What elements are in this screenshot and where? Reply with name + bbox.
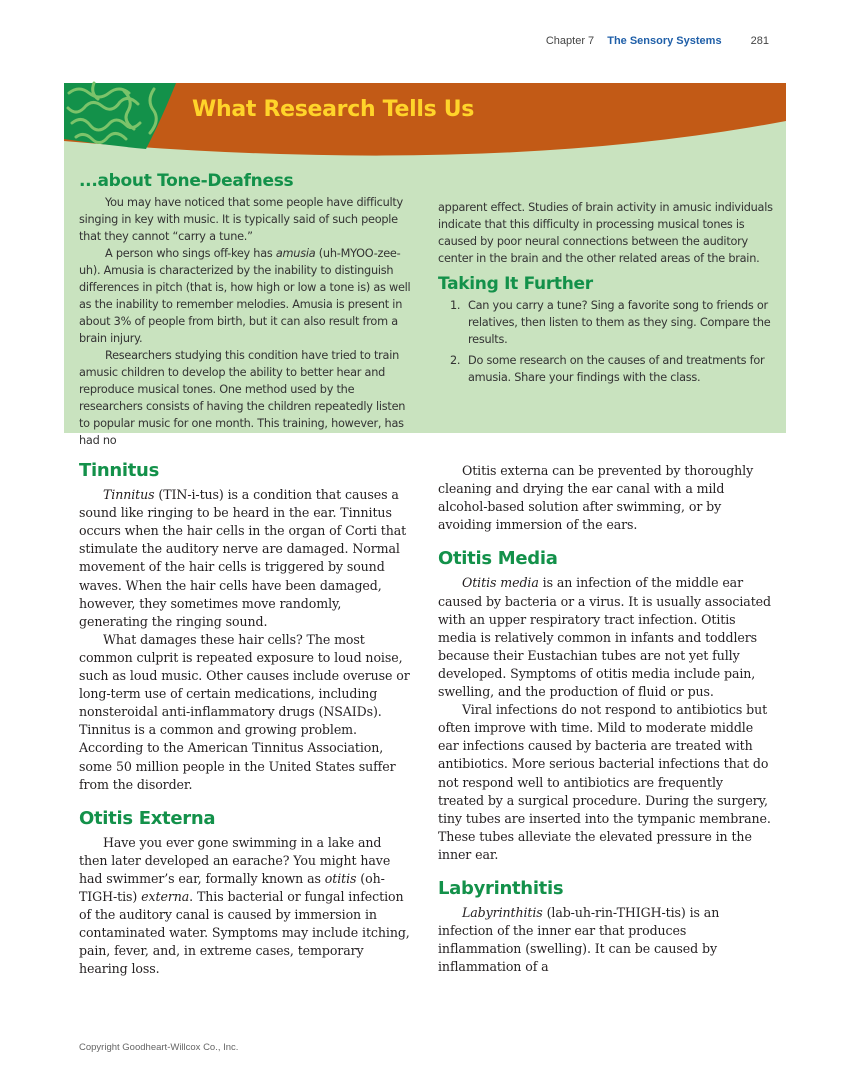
text-run: Viral infections do not respond to antibiotics but often improve with time. Mild to moderate middle ear infections caused by bacteria are treated with antibiotics. More serious bacterial infections that do not respond well to antibiotics are frequently treated by a surgical procedure. During the surgery, tiny tubes are inserted into the tympanic membrane. These tubes alleviate the elevated pressure in the inner ear. [438,702,771,862]
italic-term: otitis [324,870,357,886]
chapter-title: The Sensory Systems [607,35,722,47]
paragraph [438,701,772,864]
feature-right-column [438,199,773,390]
banner-graphic [64,83,786,163]
section-body [438,462,772,534]
text-run: Have you ever gone swimming in a lake and then later developed an earache? You might have had swimmer’s ear, formally known as [79,834,391,886]
paragraph [79,631,413,794]
page-number: 281 [750,35,769,47]
italic-term: amusia [275,247,316,260]
text-run: (uh-MYOO-zee-uh). Amusia is characterized by the inability to distinguish differences in pitch (that is, how high or low a tone is) as well as the inability to remember melodies. Amusia is present in about 3% of people from birth, but it can also result from a brain injury. [79,247,411,345]
text-run: A person who sings off-key has [105,247,276,260]
running-head [546,35,769,47]
item-text: Do some research on the causes of and treatments for amusia. Share your findings with the class. [468,354,765,384]
text-run: (TIN-i-tus) is a condition that causes a sound like ringing to be heard in the ear. Tinnitus occurs when the hair cells in the organ of Corti that stimulate the auditory nerve are damaged. Normal movement of the hair cells is triggered by sound waves. When the hair cells have been damaged, however, they sometimes move randomly, generating the ringing sound. [79,487,407,629]
feature-heading: ...about Tone-Deafness [79,171,294,191]
section-body [79,834,413,979]
text-run: You may have noticed that some people have difficulty singing in key with music. It is typically said of such people that they cannot “carry a tune.” [79,196,403,243]
section-heading-labyrinthitis: Labyrinthitis [438,877,564,899]
paragraph [79,194,414,245]
feature-box [64,83,786,447]
item-text: Can you carry a tune? Sing a favorite song to friends or relatives, then listen to them as they sing. Compare the results. [468,299,771,346]
section-body [79,486,413,794]
paragraph [438,462,772,534]
italic-term: Otitis media [462,575,539,591]
paragraph [438,574,772,701]
right-column [438,462,772,976]
item-number: 1. [450,299,461,312]
section-body [438,574,772,864]
text-run: is an infection of the middle ear caused by bacteria or a virus. It is usually associated with an upper respiratory tract infection. Otitis media is relatively common in infants and toddlers because their Eustachian tubes are not yet fully developed. Symptoms of otitis media include pain, swelling, and the production of fluid or pus. [438,575,771,700]
feature-left-column [79,173,414,449]
text-run: (oh-TIGH-tis) [79,870,385,905]
further-list [438,297,773,386]
paragraph [438,904,772,976]
left-column [79,462,413,979]
further-item [438,352,773,386]
italic-term: Tinnitus [103,487,155,503]
text-run: (lab-uh-rin-THIGH-tis) is an infection of the inner ear that produces inflammation (swelling). It can be caused by inflammation of a [438,905,720,975]
italic-term: externa [141,889,190,905]
copyright-footer: Copyright Goodheart-Willcox Co., Inc. [79,1042,239,1053]
section-heading-otitis-media: Otitis Media [438,548,558,570]
text-run: Otitis externa can be prevented by thoroughly cleaning and drying the ear canal with a mild alcohol-based solution after swimming, or by avoiding immersion of the ears. [438,463,754,533]
paragraph [79,834,413,979]
banner-title: What Research Tells Us [192,97,475,122]
feature-continued-text [438,199,773,267]
text-run: What damages these hair cells? The most common culprit is repeated exposure to loud noise, such as loud music. Other causes include overuse or long-term use of certain medications, including nonsteroidal anti-inflammatory drugs (NSAIDs). Tinnitus is a common and growing problem. According to the American Tinnitus Association, some 50 million people in the United States suffer from the disorder. [79,631,410,792]
paragraph [79,347,414,449]
chapter-label: Chapter 7 [545,35,595,47]
section-heading-tinnitus: Tinnitus [79,460,159,481]
text-run: Researchers studying this condition have tried to train amusic children to develop the ability to better hear and reproduce musical tones. One method used by the researchers consists of having the children repeatedly listen to popular music for one month. This training, however, has had no [79,349,406,447]
further-item [438,297,773,348]
item-number: 2. [450,354,461,367]
paragraph [79,245,414,347]
text-run: . This bacterial or fungal infection of the auditory canal is caused by immersion in contaminated water. Symptoms may include itching, pain, fever, and, in extreme cases, temporary hearing loss. [79,889,410,977]
text-run: apparent effect. Studies of brain activity in amusic individuals indicate that this difficulty in processing musical tones is caused by poor neural connections between the auditory center in the brain and the other related areas of the brain. [438,201,773,265]
taking-it-further-heading: Taking It Further [438,274,593,294]
section-body [438,904,772,976]
paragraph [79,486,413,631]
italic-term: Labyrinthitis [462,905,543,921]
section-heading-otitis-externa: Otitis Externa [79,807,216,829]
